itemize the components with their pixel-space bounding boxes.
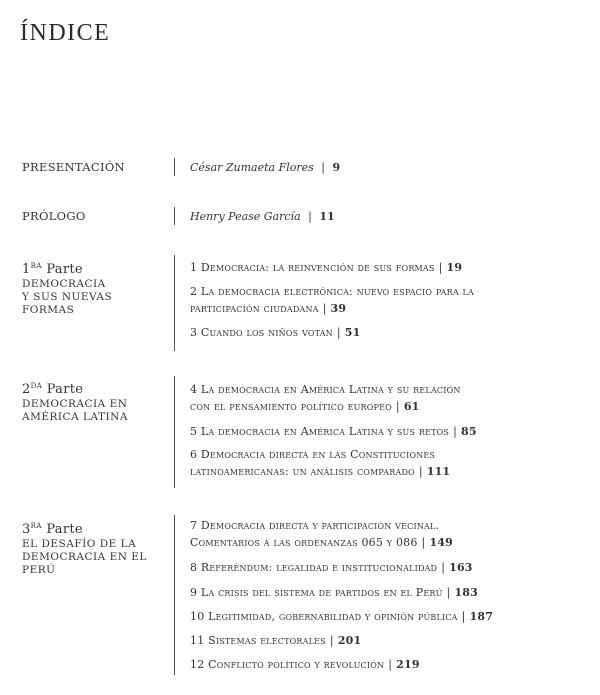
- divider-line: [174, 255, 175, 351]
- part-2-label: $2^{DA}$ Parte DEMOCRACIA EN AMÉRICA LATINA: [22, 378, 128, 424]
- chapter-7[interactable]: 7 Democracia directa y participación vecinal. Comentarios a las ordenanzas 065 y 086 | 149: [190, 519, 454, 549]
- part-3-label: $3^{RA}$ Parte EL DESAFÍO DE LA DEMOCRACIA EN EL PERÚ: [22, 518, 147, 577]
- chapter-10[interactable]: 10 Legitimidad, gobernabilidad y opinión pública | 187: [190, 610, 494, 623]
- page-title: ÍNDICE: [20, 20, 111, 46]
- chapter-3[interactable]: 3 Cuando los niños votan | 51: [190, 326, 361, 339]
- divider-line: [174, 376, 175, 488]
- presentacion-label: PRESENTACIÓN: [22, 160, 125, 174]
- chapter-11[interactable]: 11 Sistemas electorales | 201: [190, 634, 362, 647]
- presentacion-page: 9: [332, 161, 341, 174]
- chapter-8[interactable]: 8 Referéndum: legalidad e institucionalidad | 163: [190, 561, 473, 574]
- chapter-2[interactable]: 2 La democracia electrónica: nuevo espacio para la participación ciudadana | 39: [190, 285, 475, 315]
- part-3-heading: $3^{RA}$ Parte: [22, 522, 83, 537]
- chapter-12[interactable]: 12 Conflicto político y revolución | 219: [190, 658, 420, 671]
- chapter-9[interactable]: 9 La crisis del sistema de partidos en el Perú | 183: [190, 586, 478, 599]
- divider-line: [174, 158, 175, 176]
- chapter-6[interactable]: 6 Democracia directa en las Constituciones latinoamericanas: un análisis comparado | 111: [190, 448, 451, 478]
- part-2-heading: $2^{DA}$ Parte: [22, 382, 84, 397]
- divider-line: [174, 515, 175, 675]
- presentacion-author: César Zumaeta Flores: [190, 161, 314, 174]
- divider-line: [174, 207, 175, 225]
- chapter-4[interactable]: 4 La democracia en América Latina y su relación con el pensamiento político europeo | 61: [190, 383, 461, 413]
- prologo-entry[interactable]: Henry Pease García | 11: [190, 210, 335, 223]
- chapter-1[interactable]: 1 Democracia: la reinvención de sus formas | 19: [190, 261, 463, 274]
- presentacion-entry[interactable]: César Zumaeta Flores | 9: [190, 161, 341, 174]
- part-1-heading: $1^{RA}$ Parte: [22, 262, 83, 277]
- prologo-label: PRÓLOGO: [22, 209, 86, 223]
- chapter-5[interactable]: 5 La democracia en América Latina y sus retos | 85: [190, 425, 477, 438]
- part-1-label: $1^{RA}$ Parte DEMOCRACIA Y SUS NUEVAS FORMAS: [22, 258, 112, 317]
- prologo-page: 11: [319, 210, 335, 223]
- prologo-author: Henry Pease García: [190, 210, 301, 223]
